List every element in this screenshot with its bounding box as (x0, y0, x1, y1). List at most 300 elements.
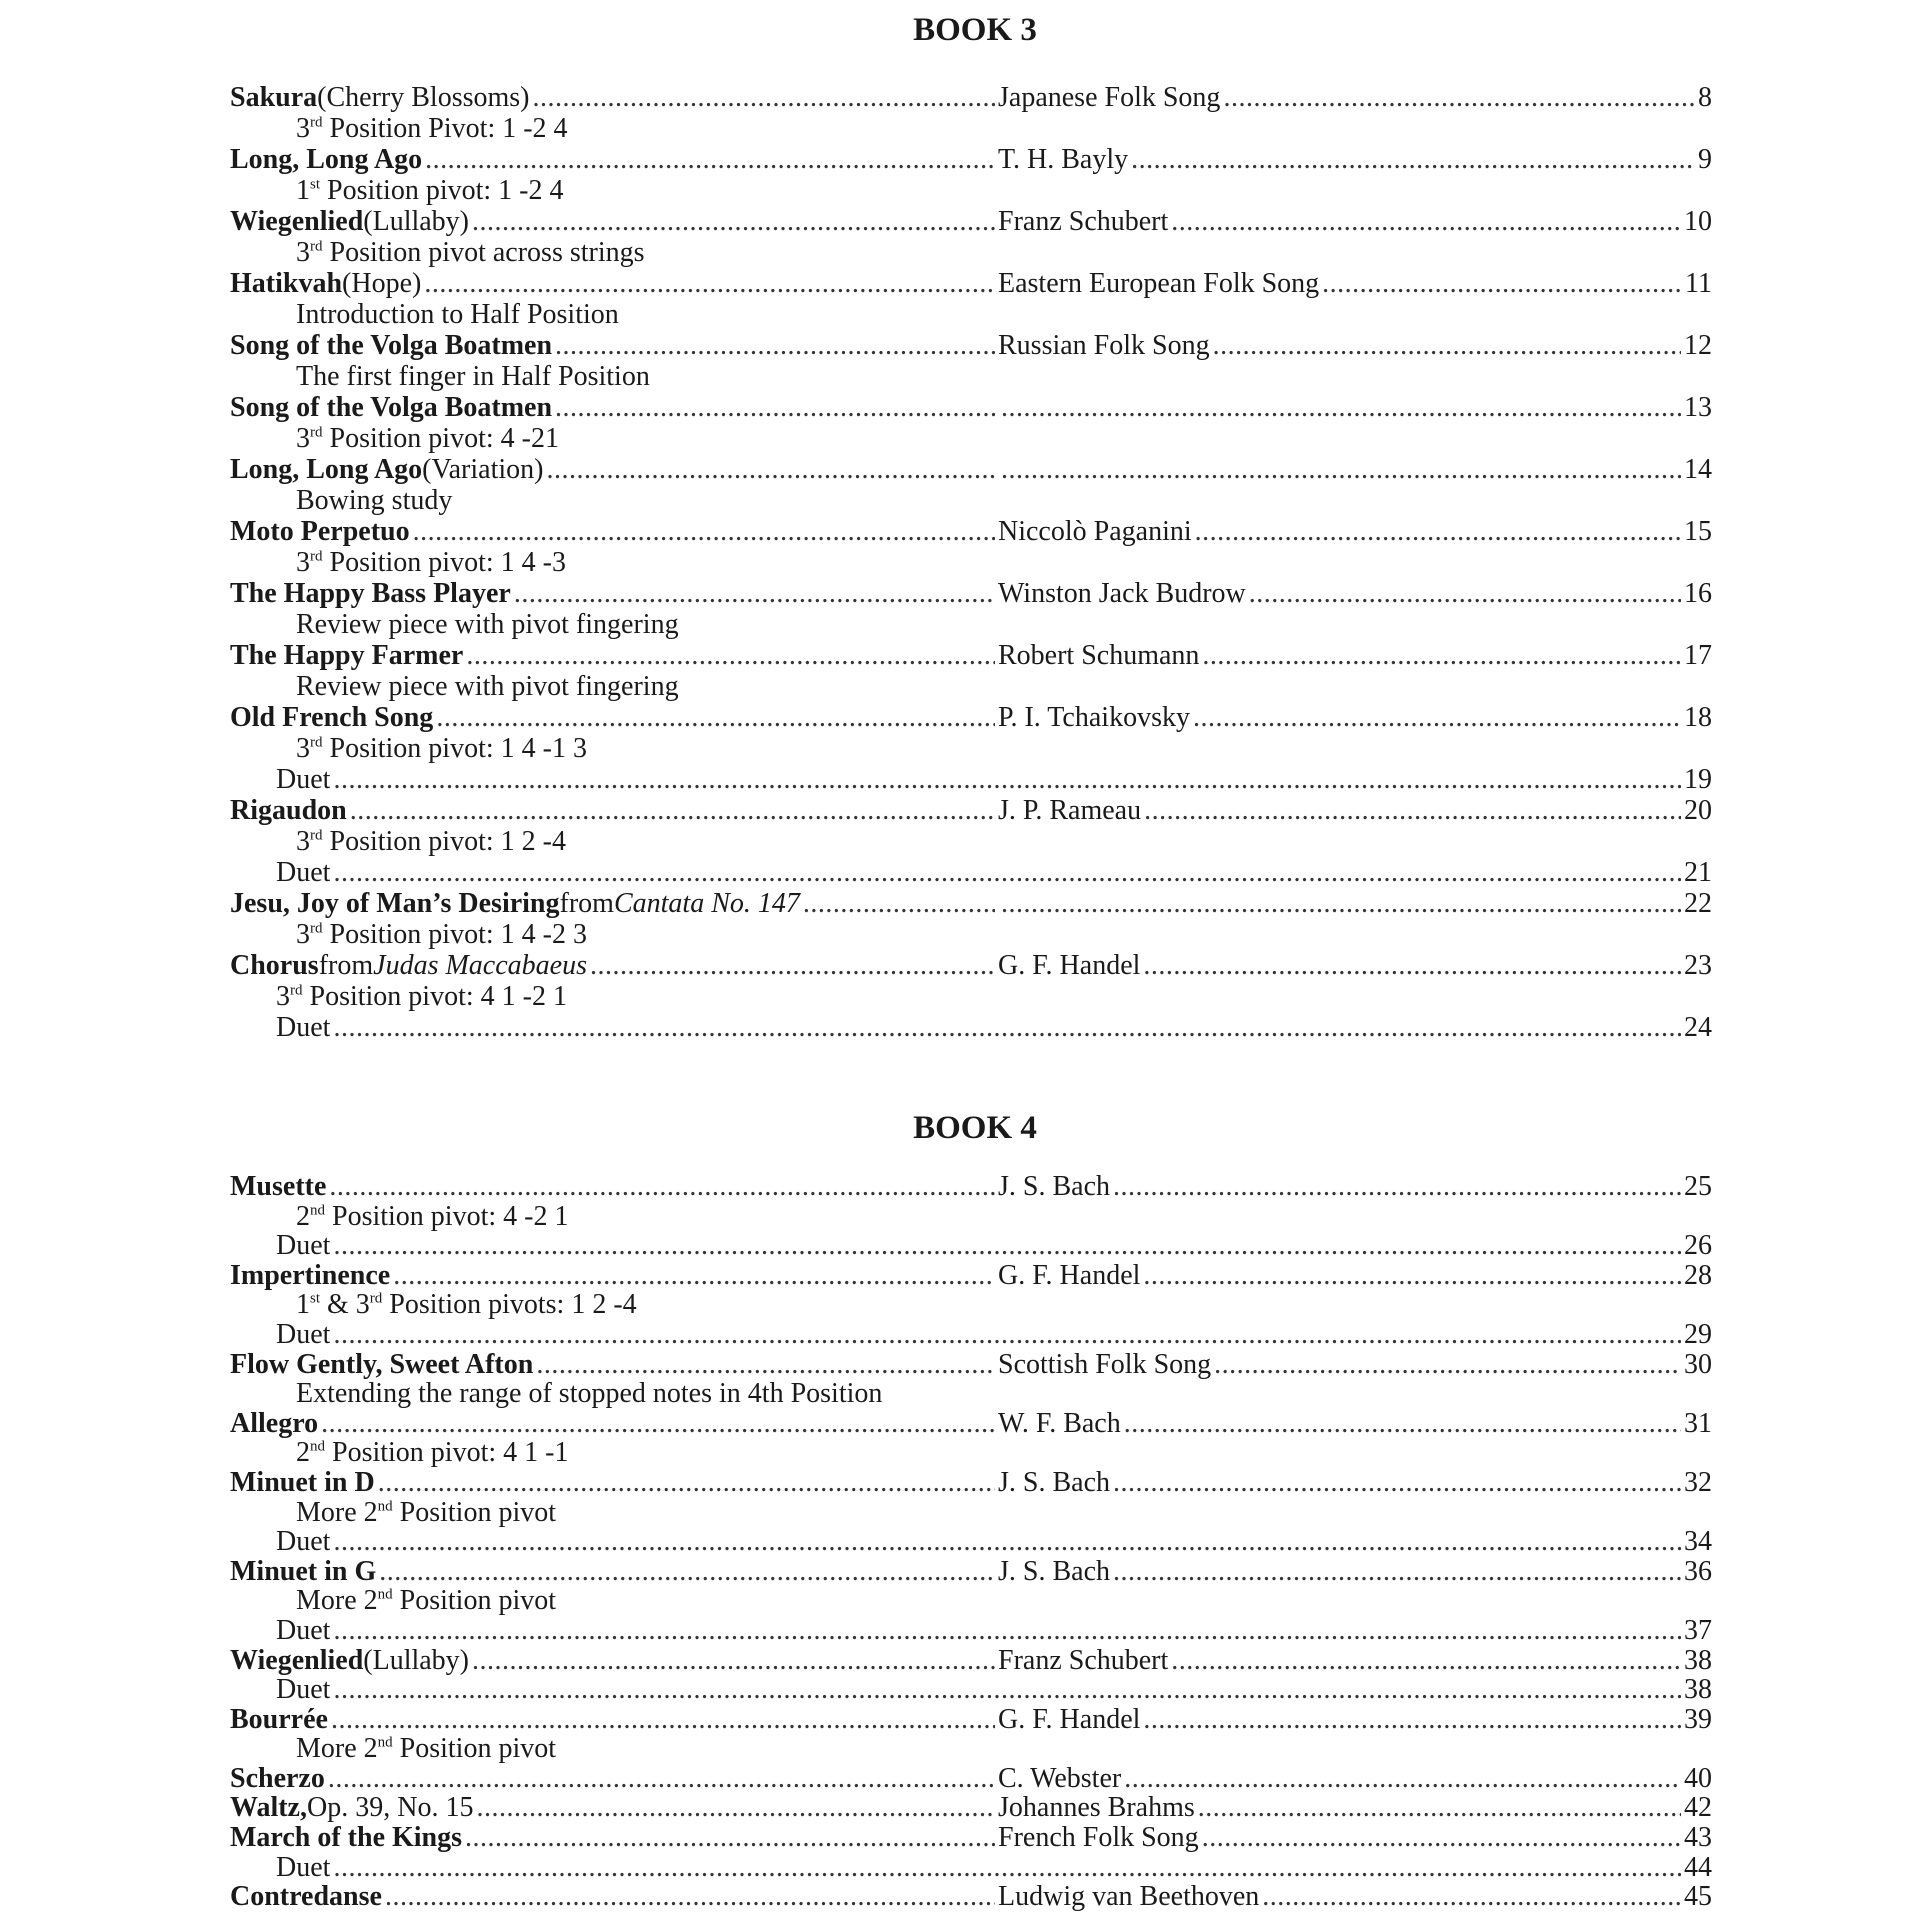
toc-entry (230, 1793, 1712, 1823)
dot-leader (590, 950, 995, 981)
piece-title: Long, Long Ago (230, 144, 423, 175)
dot-leader (803, 888, 995, 919)
page-number: 24 (1684, 1012, 1712, 1043)
title-suffix: (Cherry Blossoms) (317, 82, 530, 113)
piece-title: Wiegenlied (230, 1645, 364, 1676)
composer: Niccolò Paganini (998, 516, 1192, 547)
dot-leader (1113, 1172, 1681, 1202)
dot-leader (472, 206, 995, 237)
composer: Franz Schubert (998, 206, 1169, 237)
toc-entry (230, 1646, 1712, 1676)
entry-composer-cell (998, 268, 1712, 299)
page-number: 36 (1684, 1556, 1712, 1587)
dot-leader (555, 392, 995, 423)
page-number: 45 (1684, 1882, 1712, 1912)
entry-composer-cell (998, 1409, 1712, 1439)
duet-label-cell (230, 857, 330, 888)
page-number: 43 (1684, 1823, 1712, 1853)
entry-composer-cell (998, 1882, 1712, 1912)
dot-leader (1262, 1882, 1681, 1912)
dot-leader (465, 1823, 995, 1853)
work-title: Cantata No. 147 (613, 888, 800, 919)
piece-title: Hatikvah (230, 268, 343, 299)
dot-leader (1198, 1793, 1681, 1823)
dot-leader (333, 1320, 1681, 1350)
page-number: 12 (1684, 330, 1712, 361)
ordinal-suffix: rd (310, 920, 323, 937)
entry-title (230, 392, 998, 423)
entry-composer-cell (998, 1764, 1712, 1794)
note-text: 3rd Position Pivot: 1 -2 4 (296, 113, 568, 144)
piece-title: The Happy Bass Player (230, 578, 511, 609)
toc-entry (230, 516, 1712, 547)
toc-entry (230, 1705, 1712, 1735)
entry-title (230, 330, 998, 361)
page-number: 34 (1684, 1526, 1712, 1558)
entry-note (230, 1290, 1712, 1320)
dot-leader (1193, 702, 1681, 733)
duet-label-cell (230, 1231, 330, 1261)
work-title: Judas Maccabaeus (373, 950, 587, 981)
composer: P. I. Tchaikovsky (998, 702, 1190, 733)
entry-composer-cell (998, 1823, 1712, 1853)
duet-label: Duet (276, 1675, 331, 1705)
entry-composer-cell (998, 1261, 1712, 1291)
dot-leader (333, 1231, 1681, 1261)
entry-title (230, 454, 998, 485)
toc-entry (230, 1172, 1712, 1202)
duet-label-cell (230, 1616, 330, 1646)
toc-entry (230, 330, 1712, 361)
entry-title (230, 702, 998, 733)
ordinal-suffix: rd (310, 114, 323, 131)
composer: T. H. Bayly (998, 144, 1129, 175)
entry-note (230, 423, 1712, 454)
toc-entry (230, 1409, 1712, 1439)
entry-title (230, 795, 998, 826)
duet-label: Duet (276, 1012, 331, 1043)
dot-leader (1113, 1557, 1681, 1587)
ordinal-suffix: rd (310, 238, 323, 255)
note-text: Introduction to Half Position (296, 299, 619, 330)
dot-leader (350, 795, 995, 826)
dot-leader (1322, 268, 1682, 299)
entry-title (230, 1409, 998, 1439)
note-text: 1st Position pivot: 1 -2 4 (296, 175, 564, 206)
page-number: 44 (1684, 1851, 1712, 1883)
toc-entry (230, 1350, 1712, 1380)
entry-note (230, 113, 1712, 144)
composer: Scottish Folk Song (998, 1349, 1212, 1380)
dot-leader (333, 1012, 1681, 1043)
entry-note (230, 733, 1712, 764)
ordinal-suffix: st (310, 176, 321, 193)
piece-title: Sakura (230, 82, 318, 113)
piece-title: Impertinence (230, 1260, 391, 1291)
book3-contents (230, 82, 1712, 1043)
entry-note (230, 1586, 1712, 1616)
entry-composer-cell (998, 1172, 1712, 1202)
note-text: Review piece with pivot fingering (296, 609, 679, 640)
toc-entry (230, 1882, 1712, 1912)
composer: J. S. Bach (998, 1172, 1110, 1202)
toc-entry (230, 888, 1712, 919)
page-number: 32 (1684, 1467, 1712, 1498)
dot-leader (321, 1409, 995, 1439)
title-suffix: (Hope) (342, 268, 422, 299)
piece-title: Minuet in D (230, 1467, 375, 1498)
note-text: The first finger in Half Position (296, 361, 650, 392)
page-number: 30 (1684, 1349, 1712, 1380)
page-number: 16 (1684, 578, 1712, 609)
duet-entry (230, 1616, 1712, 1646)
duet-entry (230, 1320, 1712, 1350)
toc-entry (230, 144, 1712, 175)
dot-leader (1171, 206, 1681, 237)
note-text: 3rd Position pivot: 4 -21 (296, 423, 559, 454)
page-number: 25 (1684, 1172, 1712, 1202)
piece-title: Moto Perpetuo (230, 516, 410, 547)
entry-note (230, 1379, 1712, 1409)
piece-title: Minuet in G (230, 1556, 377, 1587)
entry-title (230, 1705, 998, 1735)
entry-title (230, 82, 998, 113)
entry-note (230, 547, 1712, 578)
entry-note (230, 361, 1712, 392)
page-number: 13 (1684, 392, 1712, 423)
ordinal-suffix: rd (290, 982, 303, 999)
ordinal-suffix: nd (310, 1439, 325, 1456)
ordinal-suffix: rd (310, 548, 323, 565)
duet-label: Duet (276, 1231, 331, 1261)
ordinal-suffix: nd (377, 1498, 393, 1515)
toc-entry (230, 795, 1712, 826)
page-number: 23 (1684, 950, 1712, 981)
piece-title: Wiegenlied (230, 206, 364, 237)
duet-entry (230, 1675, 1712, 1705)
toc-entry (230, 1557, 1712, 1587)
dot-leader (425, 144, 995, 175)
title-suffix: from (318, 950, 374, 981)
note-text: 3rd Position pivot: 1 4 -2 3 (296, 919, 587, 950)
piece-title: Allegro (230, 1408, 319, 1439)
note-text: 1st & 3rd Position pivots: 1 2 -4 (296, 1289, 637, 1321)
entry-note (230, 485, 1712, 516)
composer: W. F. Bach (998, 1408, 1121, 1439)
page-number: 37 (1684, 1614, 1712, 1646)
composer: C. Webster (998, 1763, 1122, 1794)
page-number: 11 (1685, 268, 1712, 299)
title-suffix: from (559, 888, 614, 919)
ordinal-suffix: rd (310, 827, 323, 844)
page-number: 21 (1684, 857, 1712, 888)
entry-note (230, 237, 1712, 268)
entry-title (230, 516, 998, 547)
page-number: 40 (1684, 1763, 1712, 1794)
piece-title: Old French Song (230, 702, 434, 733)
dot-leader (1143, 1705, 1681, 1735)
duet-label: Duet (276, 764, 331, 795)
composer: Ludwig van Beethoven (998, 1882, 1260, 1912)
toc-entry (230, 950, 1712, 981)
dot-leader (546, 454, 995, 485)
dot-leader (1171, 1646, 1681, 1676)
toc-entry (230, 1261, 1712, 1291)
entry-title (230, 206, 998, 237)
page-number: 28 (1684, 1260, 1712, 1291)
dot-leader (436, 702, 995, 733)
duet-label-cell (230, 1527, 330, 1557)
entry-composer-cell (998, 330, 1712, 361)
entry-composer-cell (998, 640, 1712, 671)
toc-entry (230, 1823, 1712, 1853)
entry-title (230, 1793, 998, 1823)
entry-note (230, 981, 1712, 1012)
dot-leader (1202, 640, 1681, 671)
entry-composer-cell (998, 454, 1712, 485)
page-number: 39 (1684, 1704, 1712, 1735)
piece-title: Song of the Volga Boatmen (230, 392, 553, 423)
dot-leader (472, 1646, 995, 1676)
ordinal-suffix: nd (377, 1586, 393, 1603)
dot-leader (532, 82, 995, 113)
entry-composer-cell (998, 888, 1712, 919)
title-suffix: (Lullaby) (363, 1645, 470, 1676)
entry-note (230, 919, 1712, 950)
duet-entry (230, 1231, 1712, 1261)
duet-label: Duet (276, 857, 331, 888)
page-number: 38 (1684, 1674, 1712, 1706)
entry-composer-cell (998, 206, 1712, 237)
duet-label-cell (230, 1675, 330, 1705)
book4-contents (230, 1172, 1712, 1912)
composer: J. S. Bach (998, 1467, 1110, 1498)
duet-label: Duet (276, 1615, 331, 1646)
duet-entry (230, 1853, 1712, 1883)
entry-title (230, 1764, 998, 1794)
entry-note (230, 175, 1712, 206)
piece-title: Jesu, Joy of Man’s Desiring (230, 888, 560, 919)
toc-entry (230, 268, 1712, 299)
page-number: 42 (1684, 1793, 1712, 1824)
dot-leader (514, 578, 995, 609)
entry-title (230, 888, 998, 919)
title-suffix: (Variation) (422, 454, 544, 485)
page-number: 15 (1684, 516, 1712, 547)
composer: G. F. Handel (998, 950, 1141, 981)
dot-leader (1001, 454, 1681, 485)
toc-entry (230, 702, 1712, 733)
entry-title (230, 1261, 998, 1291)
entry-title (230, 1646, 998, 1676)
entry-title (230, 1350, 998, 1380)
dot-leader (333, 1616, 1681, 1646)
entry-note (230, 1438, 1712, 1468)
dot-leader (1113, 1468, 1681, 1498)
dot-leader (1223, 82, 1695, 113)
toc-entry (230, 1764, 1712, 1794)
duet-label: Duet (276, 1852, 331, 1883)
piece-title: Musette (230, 1172, 327, 1202)
dot-leader (1124, 1409, 1681, 1439)
dot-leader (413, 516, 995, 547)
entry-title (230, 950, 998, 981)
composer: Johannes Brahms (998, 1793, 1195, 1824)
dot-leader (1213, 330, 1681, 361)
dot-leader (333, 1853, 1681, 1883)
toc-entry (230, 206, 1712, 237)
note-text: 3rd Position pivot: 1 4 -3 (296, 547, 566, 578)
note-text: Extending the range of stopped notes in 4th Position (296, 1378, 883, 1410)
ordinal-suffix: nd (377, 1734, 393, 1751)
dot-leader (466, 640, 995, 671)
note-text: More 2nd Position pivot (296, 1585, 557, 1617)
page-number: 17 (1684, 640, 1712, 671)
composer: Winston Jack Budrow (998, 578, 1246, 609)
composer: Japanese Folk Song (998, 82, 1221, 113)
composer: J. P. Rameau (998, 795, 1142, 826)
page-number: 18 (1684, 702, 1712, 733)
note-text: 3rd Position pivot across strings (296, 237, 645, 268)
note-text: More 2nd Position pivot (296, 1733, 557, 1765)
book3-heading: BOOK 3 (913, 12, 1037, 48)
dot-leader (1143, 1261, 1681, 1291)
ordinal-suffix: nd (310, 1202, 325, 1219)
note-text: 2nd Position pivot: 4 -2 1 (296, 1200, 569, 1232)
entry-title (230, 640, 998, 671)
note-text: 2nd Position pivot: 4 1 -1 (296, 1437, 569, 1469)
page-number: 20 (1684, 795, 1712, 826)
entry-composer-cell (998, 1646, 1712, 1676)
note-text: Bowing study (296, 485, 453, 516)
entry-title (230, 1468, 998, 1498)
dot-leader (333, 1527, 1681, 1557)
page-number: 19 (1684, 764, 1712, 795)
entry-note (230, 1498, 1712, 1528)
duet-label: Duet (276, 1527, 331, 1557)
entry-title (230, 578, 998, 609)
duet-entry (230, 764, 1712, 795)
entry-composer-cell (998, 702, 1712, 733)
duet-label-cell (230, 1853, 330, 1883)
composer: Robert Schumann (998, 640, 1200, 671)
dot-leader (1001, 392, 1681, 423)
dot-leader (476, 1793, 995, 1823)
entry-note (230, 671, 1712, 702)
dot-leader (536, 1350, 995, 1380)
dot-leader (1131, 144, 1695, 175)
entry-note (230, 1734, 1712, 1764)
dot-leader (1195, 516, 1681, 547)
entry-composer-cell (998, 1705, 1712, 1735)
entry-note (230, 826, 1712, 857)
composer: G. F. Handel (998, 1704, 1141, 1735)
composer: Franz Schubert (998, 1645, 1169, 1676)
dot-leader (393, 1261, 995, 1291)
entry-note (230, 1202, 1712, 1232)
dot-leader (424, 268, 995, 299)
entry-composer-cell (998, 578, 1712, 609)
dot-leader (333, 764, 1681, 795)
entry-composer-cell (998, 1793, 1712, 1823)
page-number: 26 (1684, 1230, 1712, 1262)
entry-title (230, 1823, 998, 1853)
page-number: 31 (1684, 1408, 1712, 1439)
page-number: 14 (1684, 454, 1712, 485)
book4-heading: BOOK 4 (913, 1110, 1037, 1146)
toc-entry (230, 82, 1712, 113)
ordinal-suffix: rd (369, 1291, 383, 1308)
piece-title: The Happy Farmer (230, 640, 464, 671)
dot-leader (331, 1705, 995, 1735)
dot-leader (1214, 1350, 1681, 1380)
piece-title: Contredanse (230, 1882, 382, 1912)
duet-label-cell (230, 764, 330, 795)
composer: French Folk Song (998, 1823, 1199, 1853)
dot-leader (1144, 795, 1681, 826)
piece-title: Scherzo (230, 1763, 325, 1794)
entry-composer-cell (998, 1557, 1712, 1587)
entry-title (230, 1557, 998, 1587)
composer: Russian Folk Song (998, 330, 1210, 361)
note-text: 3rd Position pivot: 1 2 -4 (296, 826, 566, 857)
dot-leader (1143, 950, 1681, 981)
entry-title (230, 1882, 998, 1912)
duet-label: Duet (276, 1319, 331, 1350)
dot-leader (379, 1557, 995, 1587)
entry-composer-cell (998, 144, 1712, 175)
entry-composer-cell (998, 795, 1712, 826)
page-number: 9 (1698, 144, 1712, 175)
page-number: 38 (1684, 1645, 1712, 1676)
dot-leader (1249, 578, 1681, 609)
dot-leader (328, 1764, 995, 1794)
entry-note (230, 609, 1712, 640)
piece-title: Song of the Volga Boatmen (230, 330, 553, 361)
duet-label-cell (230, 1012, 330, 1043)
toc-entry (230, 578, 1712, 609)
dot-leader (1124, 1764, 1681, 1794)
piece-title: Long, Long Ago (230, 454, 423, 485)
composer: Eastern European Folk Song (998, 268, 1320, 299)
toc-entry (230, 1468, 1712, 1498)
ordinal-suffix: rd (310, 424, 323, 441)
dot-leader (333, 857, 1681, 888)
piece-title: Flow Gently, Sweet Afton (230, 1349, 534, 1380)
note-text: More 2nd Position pivot (296, 1496, 557, 1528)
ordinal-suffix: rd (310, 734, 323, 751)
entry-note (230, 299, 1712, 330)
title-suffix: Op. 39, No. 15 (307, 1793, 474, 1824)
piece-title: Bourrée (230, 1704, 328, 1735)
dot-leader (555, 330, 995, 361)
entry-composer-cell (998, 82, 1712, 113)
dot-leader (1202, 1823, 1681, 1853)
entry-composer-cell (998, 392, 1712, 423)
entry-composer-cell (998, 516, 1712, 547)
entry-title (230, 1172, 998, 1202)
duet-entry (230, 857, 1712, 888)
dot-leader (385, 1882, 995, 1912)
toc-entry (230, 392, 1712, 423)
note-text: Review piece with pivot fingering (296, 671, 679, 702)
composer: J. S. Bach (998, 1556, 1110, 1587)
piece-title: Rigaudon (230, 795, 347, 826)
toc-entry (230, 640, 1712, 671)
entry-title (230, 268, 998, 299)
piece-title: Waltz, (230, 1793, 307, 1824)
note-text: 3rd Position pivot: 1 4 -1 3 (296, 733, 587, 764)
